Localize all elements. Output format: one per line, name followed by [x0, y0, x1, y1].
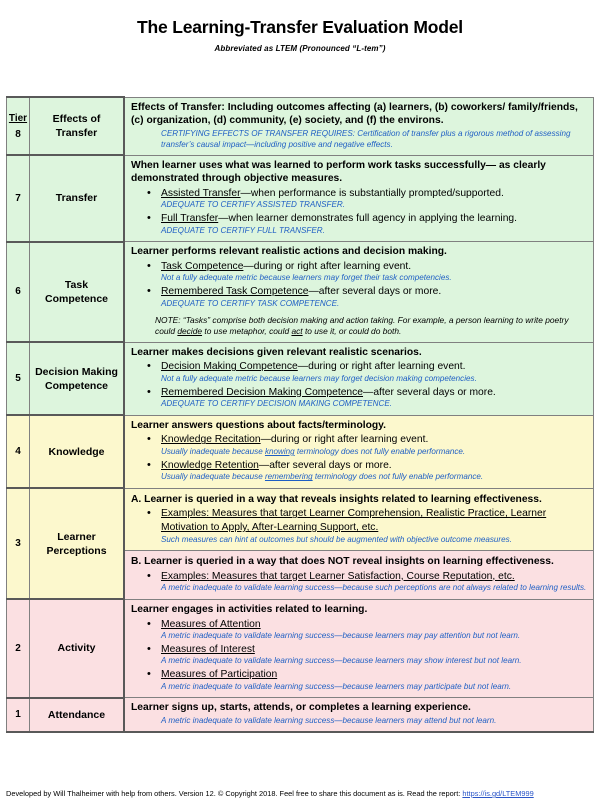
tier-lead-text: A. Learner is queried in a way that reveals insights related to learning effectiveness. — [131, 493, 542, 505]
tier-name-cell-2: Activity — [30, 599, 125, 697]
tier-row-1 — [7, 698, 594, 732]
tier-number-cell-1 — [7, 698, 30, 732]
tier-number-cell-2 — [7, 599, 30, 697]
tier-number: 5 — [15, 373, 21, 385]
measure-term-underlined: Task Competence — [161, 260, 244, 272]
tier-column-header: Tier — [8, 112, 28, 124]
tier-row-2 — [7, 599, 594, 697]
tier-row-7 — [7, 155, 594, 242]
tier-row-5 — [7, 342, 594, 415]
measure-item — [147, 260, 587, 284]
measure-term-underlined: Knowledge Recitation — [161, 434, 261, 446]
tier-number: 2 — [15, 643, 21, 655]
tier-name-cell-6: Task Competence — [30, 242, 125, 343]
tier-body-cell-1 — [124, 698, 594, 732]
measure-term-underlined: Assisted Transfer — [161, 187, 241, 199]
tier-body-cell-8 — [124, 97, 594, 155]
tier-row-8 — [7, 97, 594, 155]
measure-note: A metric inadequate to validate learning success—because such perceptions are not always related to learning results. — [161, 583, 587, 593]
measure-item — [147, 187, 587, 211]
measure-term: • Remembered Decision Making Competence—after several days or more. — [161, 386, 496, 398]
tier-3-part-b — [125, 551, 593, 599]
measure-item — [147, 507, 587, 545]
measure-item — [147, 386, 587, 410]
page-subtitle: Abbreviated as LTEM (Pronounced “L-tem”) — [214, 44, 386, 54]
measure-note: ADEQUATE TO CERTIFY ASSISTED TRANSFER. — [161, 200, 345, 210]
measure-term: • Knowledge Recitation—during or right after learning event. — [161, 434, 429, 446]
tier-body-cell-5 — [124, 342, 594, 415]
measure-item — [147, 285, 587, 309]
measure-term-underlined: Decision Making Competence — [161, 361, 298, 373]
measure-item — [147, 360, 587, 384]
tier-number-cell-3 — [7, 488, 30, 599]
measure-term — [161, 570, 587, 584]
tier-number: 7 — [15, 192, 21, 204]
tier-lead-text: When learner uses what was learned to perform work tasks successfully— as clearly demonstrated through objective measures. — [131, 159, 546, 185]
measure-term: • Assisted Transfer—when performance is substantially prompted/supported. — [161, 187, 504, 199]
tier-lead-text: B. Learner is queried in a way that does NOT reveal insights on learning effectiveness. — [131, 556, 554, 568]
measure-item — [147, 618, 587, 642]
footer — [6, 790, 594, 799]
measure-note: A metric inadequate to validate learning success—because learners may pay attention but not learn. — [161, 631, 521, 641]
measure-item — [147, 433, 587, 457]
measure-item — [147, 668, 587, 692]
tier-lead-text: Learner signs up, starts, attends, or completes a learning experience. — [131, 702, 471, 714]
tier-name-cell-5: Decision Making Competence — [30, 342, 125, 415]
tier-number-cell-7 — [7, 155, 30, 242]
tier-name-cell-3: Learner Perceptions — [30, 488, 125, 599]
measure-note: ADEQUATE TO CERTIFY TASK COMPETENCE. — [161, 298, 340, 308]
measure-term-underlined: Full Transfer — [161, 212, 219, 224]
inner-note-emphasis-act: act — [291, 326, 303, 337]
tier-lead-text: Effects of Transfer: Including outcomes affecting (a) learners, (b) coworkers/ family/friends, (c) organization, (d) community, (e) society, and (f) the environs. — [131, 101, 578, 127]
measure-term — [161, 668, 587, 682]
footer-text: Developed by Will Thalheimer with help from others. Version 12. © Copyright 2018. Feel free to share this document as is. Read the report: — [6, 789, 463, 798]
tier-lead-text: Learner engages in activities related to learning. — [131, 603, 368, 615]
measure-list — [131, 187, 587, 236]
measure-note: ADEQUATE TO CERTIFY FULL TRANSFER. — [161, 225, 325, 235]
measure-term: • Full Transfer—when learner demonstrates full agency in applying the learning. — [161, 212, 518, 224]
tier-name-cell-1: Attendance — [30, 698, 125, 732]
measure-term-underlined: Measures of Participation — [161, 668, 278, 680]
measure-item — [147, 570, 587, 594]
measure-term — [161, 507, 587, 534]
measure-list — [131, 570, 587, 594]
measure-term-underlined: Examples: Measures that target Learner Comprehension, Realistic Practice, Learner Motivation to Apply, After-Learning Support, etc. — [161, 508, 547, 533]
tier-row-3 — [7, 488, 594, 599]
tier-lead-text: Learner performs relevant realistic actions and decision making. — [131, 246, 447, 258]
measure-term: • Task Competence—during or right after learning event. — [161, 260, 412, 272]
measure-term-underlined: Remembered Decision Making Competence — [161, 386, 364, 398]
tier-inner-note: NOTE: “Tasks” comprise both decision making and action taking. For example, a person learning to write poetry could decide to use metaphor, could act to use it, or could do both. — [155, 315, 569, 337]
tier-number: 6 — [15, 286, 21, 298]
measure-note-emphasis: remembering — [264, 472, 313, 482]
measure-item — [147, 212, 587, 236]
tier-number: 3 — [15, 538, 21, 550]
inner-note-emphasis-decide: decide — [177, 326, 203, 337]
measure-item — [147, 459, 587, 483]
measure-term: • Decision Making Competence—during or right after learning event. — [161, 361, 466, 373]
measure-term-underlined: Measures of Interest — [161, 643, 255, 655]
measure-term: • Knowledge Retention—after several days or more. — [161, 459, 392, 471]
tier-number-cell-8 — [7, 97, 30, 155]
measure-item — [147, 643, 587, 667]
tier-number: 1 — [15, 709, 21, 721]
tier-body-cell-6 — [124, 242, 594, 343]
tier-name-cell-7: Transfer — [30, 155, 125, 242]
tier-number: 8 — [15, 128, 21, 140]
measure-note: Not a fully adequate metric because learners may forget decision making competencies. — [161, 374, 477, 383]
tier-body-cell-3 — [124, 488, 594, 599]
tier-body-cell-7 — [124, 155, 594, 242]
tier-lead-text: Learner answers questions about facts/terminology. — [131, 419, 387, 431]
tier-3-part-a — [125, 489, 593, 551]
page-title: The Learning-Transfer Evaluation Model — [137, 17, 463, 37]
measure-note: Usually inadequate because remembering terminology does not fully enable performance. — [161, 472, 484, 482]
measure-term-underlined: Knowledge Retention — [161, 459, 259, 471]
measure-note: A metric inadequate to validate learning success—because learners may participate but not learn. — [161, 681, 512, 691]
footer-link[interactable]: https://is.gd/LTEM999 — [462, 789, 534, 798]
measure-note: Such measures can hint at outcomes but should be augmented with objective outcome measures. — [161, 534, 512, 544]
tier-lead-text: Learner makes decisions given relevant realistic scenarios. — [131, 346, 422, 358]
measure-term-underlined: Measures of Attention — [161, 618, 261, 630]
measure-list — [131, 360, 587, 409]
tier-standalone-note: A metric inadequate to validate learning success—because learners may attend but not learn. — [161, 715, 497, 725]
measure-note-emphasis: knowing — [264, 446, 295, 456]
tier-row-4 — [7, 415, 594, 488]
measure-note: A metric inadequate to validate learning success—because learners may show interest but not learn. — [161, 656, 522, 666]
measure-note: ADEQUATE TO CERTIFY DECISION MAKING COMPETENCE. — [161, 399, 393, 409]
tier-standalone-note: CERTIFYING EFFECTS OF TRANSFER REQUIRES: Certification of transfer plus a rigorous method of assessing transfer’s causal impact—including positive and negative effects. — [161, 128, 571, 149]
measure-note: Usually inadequate because knowing terminology does not fully enable performance. — [161, 446, 466, 456]
tier-name-cell-4: Knowledge — [30, 415, 125, 488]
measure-list — [131, 260, 587, 309]
measure-term-underlined: Examples: Measures that target Learner Satisfaction, Course Reputation, etc. — [161, 570, 515, 582]
measure-note: Not a fully adequate metric because learners may forget their task competencies. — [161, 273, 452, 283]
tier-body-cell-4 — [124, 415, 594, 488]
tier-name-cell-8: Effects of Transfer — [30, 97, 125, 155]
tier-number-cell-4 — [7, 415, 30, 488]
measure-term — [161, 643, 587, 657]
measure-list — [131, 618, 587, 693]
tier-row-6 — [7, 242, 594, 343]
measure-term-underlined: Remembered Task Competence — [161, 285, 309, 297]
tier-number-cell-5 — [7, 342, 30, 415]
measure-term: • Remembered Task Competence—after several days or more. — [161, 285, 442, 297]
measure-list — [131, 433, 587, 482]
tier-body-cell-2 — [124, 599, 594, 697]
tier-number: 4 — [15, 446, 21, 458]
ltem-table — [6, 96, 594, 733]
measure-list — [131, 507, 587, 545]
measure-term — [161, 618, 587, 632]
ltem-table-body — [7, 97, 594, 732]
tier-number-cell-6 — [7, 242, 30, 343]
